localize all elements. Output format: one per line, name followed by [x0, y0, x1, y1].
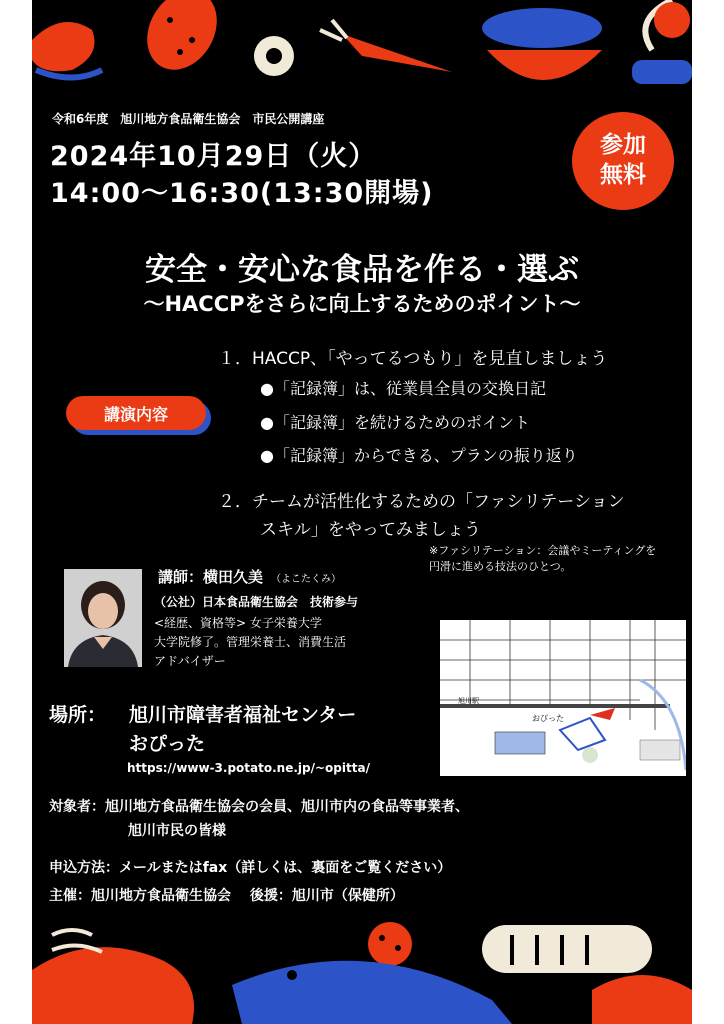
lecturer-name-reading: （よこたくみ） [271, 574, 342, 585]
venue-name: 旭川市障害者福祉センター [129, 704, 357, 726]
lecturer-photo [64, 569, 142, 667]
access-map [440, 620, 686, 776]
venue-label: 場所： [49, 704, 107, 726]
lecture-item-2: ２．チームが活性化するための「ファシリテーション [218, 492, 625, 512]
facilitation-note [429, 543, 656, 575]
lecture-item-1: １．HACCP、「やってるつもり」を見直しましょう [218, 349, 608, 369]
application-method: 申込方法：メールまたはfax（詳しくは、裏面をご覧ください） [49, 860, 452, 876]
event-time: 14:00〜16:30(13:30開場) [50, 178, 434, 209]
target-audience: 対象者：旭川地方食品衛生協会の会員、旭川市内の食品等事業者、 [49, 799, 469, 815]
lecture-item-2-continued: スキル」をやってみましょう [260, 520, 481, 540]
lecture-title: 安全・安心な食品を作る・選ぶ [145, 252, 579, 288]
lecture-subtitle: 〜HACCPをさらに向上するためのポイント〜 [143, 292, 581, 316]
event-date: 2024年10月29日（火） [50, 141, 377, 172]
note-line-2: 円滑に進める技法のひとつ。 [429, 559, 572, 573]
lecture-bullet: ●「記録簿」からできる、プランの振り返り [260, 446, 578, 465]
map-venue-label: おぴった [532, 714, 564, 723]
flyer [32, 0, 692, 1024]
lecturer-bio [154, 614, 394, 672]
lecture-bullet: ●「記録簿」を続けるためのポイント [260, 413, 530, 432]
lecture-bullet: ●「記録簿」は、従業員全員の交換日記 [260, 379, 546, 398]
lecturer-name-text: 講師：横田久美 [158, 568, 264, 586]
lecturer-organization: （公社）日本食品衛生協会 技術参与 [154, 595, 359, 609]
badge-line-2: 無料 [600, 162, 646, 188]
bio-line-1: <経歴、資格等> 女子栄養大学 [154, 616, 322, 630]
target-audience-continued: 旭川市民の皆様 [128, 823, 226, 839]
free-admission-badge [572, 112, 674, 210]
bio-line-3: アドバイザー [154, 654, 226, 669]
event-series-label: 令和6年度 旭川地方食品衛生協会 市民公開講座 [52, 112, 325, 126]
map-station-label: 旭川駅 [458, 697, 479, 705]
lecturer-name [158, 566, 341, 587]
badge-line-1: 参加 [600, 132, 646, 159]
bio-line-2: 大学院修了。管理栄養士、消費生活 [154, 635, 347, 650]
note-line-1: ※ファシリテーション：会議やミーティングを [429, 544, 657, 557]
organizer-sponsor: 主催：旭川地方食品衛生協会 後援：旭川市（保健所） [49, 888, 404, 904]
lecture-content-label: 講演内容 [66, 396, 206, 430]
venue-url-link[interactable]: https://www-3.potato.ne.jp/~opitta/ [127, 761, 370, 775]
venue-name-short: おぴった [129, 733, 206, 755]
